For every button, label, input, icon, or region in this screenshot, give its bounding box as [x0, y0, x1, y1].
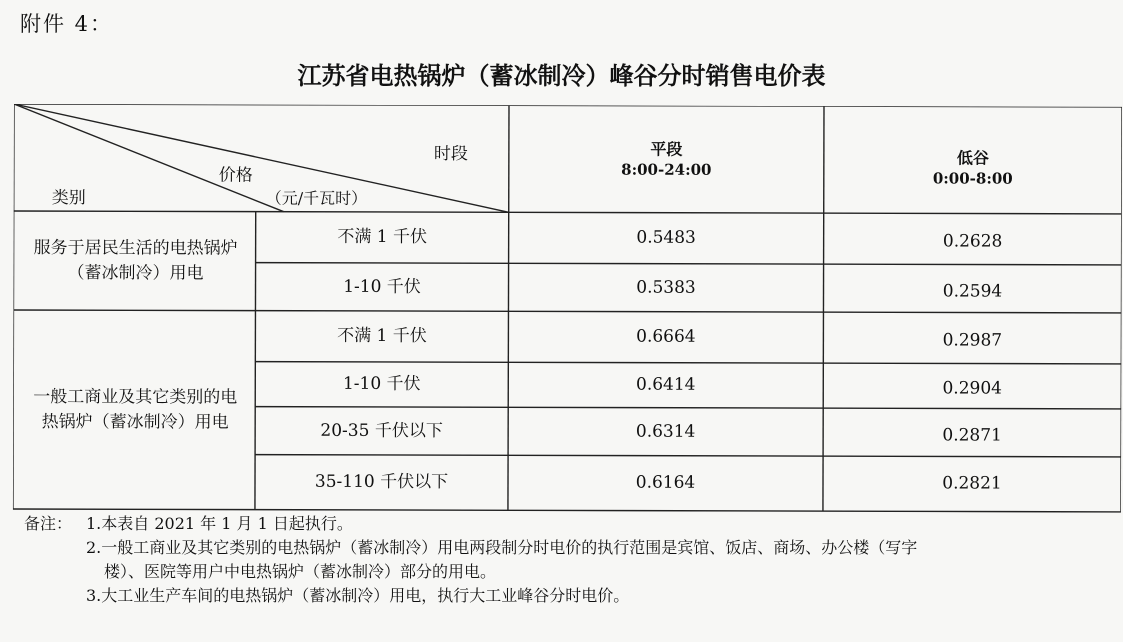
time-period-label: 时段: [433, 144, 468, 165]
flat-period-header: [509, 105, 824, 213]
capacity-cell: 1-10 千伏: [343, 276, 421, 297]
valley-price-cell: 0.2987: [942, 330, 1003, 351]
category-residential: 服务于居民生活的电热锅炉（蓄冰制冷）用电: [33, 237, 238, 283]
price-table: [13, 104, 1122, 513]
price-label: 价格: [218, 165, 253, 186]
capacity-cell: 不满 1 千伏: [337, 227, 427, 248]
flat-period-title: 平段: [650, 139, 683, 159]
valley-price-cell: 0.2904: [942, 378, 1003, 399]
valley-period-hours: 0:00-8:00: [932, 169, 1013, 188]
flat-price-cell: 0.5483: [636, 227, 696, 248]
capacity-cell: 1-10 千伏: [342, 374, 421, 395]
flat-price-cell: 0.5383: [636, 277, 696, 298]
capacity-cell: 35-110 千伏以下: [314, 471, 449, 493]
flat-price-cell: 0.6414: [635, 374, 696, 395]
valley-period-header: [824, 114, 1122, 222]
attachment-label: 附件 4：: [20, 12, 114, 36]
valley-price-cell: 0.2594: [942, 281, 1003, 302]
capacity-cell: 不满 1 千伏: [337, 326, 427, 347]
note-1: 1.本表自 2021 年 1 月 1 日起执行。: [86, 514, 353, 533]
valley-period-title: 低谷: [956, 148, 989, 168]
note-2-line-2: 楼）、医院等用户中电热锅炉（蓄冰制冷）部分的用电。: [104, 562, 497, 581]
unit-label: （元/千瓦时）: [265, 188, 368, 208]
category-label: 类别: [51, 188, 86, 209]
flat-price-cell: 0.6314: [635, 421, 696, 442]
valley-price-cell: 0.2871: [942, 425, 1002, 446]
note-3: 3.大工业生产车间的电热锅炉（蓄冰制冷）用电，执行大工业峰谷分时电价。: [86, 586, 630, 605]
note-2-line-1: 2.一般工商业及其它类别的电热锅炉（蓄冰制冷）用电两段制分时电价的执行范围是宾馆、饭店、商场、办公楼（写字: [86, 538, 918, 557]
notes-prefix: 备注：: [24, 514, 73, 533]
capacity-cell: 20-35 千伏以下: [320, 420, 443, 441]
table-title: 江苏省电热锅炉（蓄冰制冷）峰谷分时销售电价表: [297, 61, 826, 90]
category-commercial: 一般工商业及其它类别的电热锅炉（蓄冰制冷）用电: [33, 386, 238, 433]
flat-period-hours: 8:00-24:00: [621, 160, 712, 179]
flat-price-cell: 0.6164: [635, 472, 696, 493]
valley-price-cell: 0.2628: [942, 231, 1003, 252]
valley-price-cell: 0.2821: [942, 473, 1002, 494]
flat-price-cell: 0.6664: [636, 326, 696, 347]
